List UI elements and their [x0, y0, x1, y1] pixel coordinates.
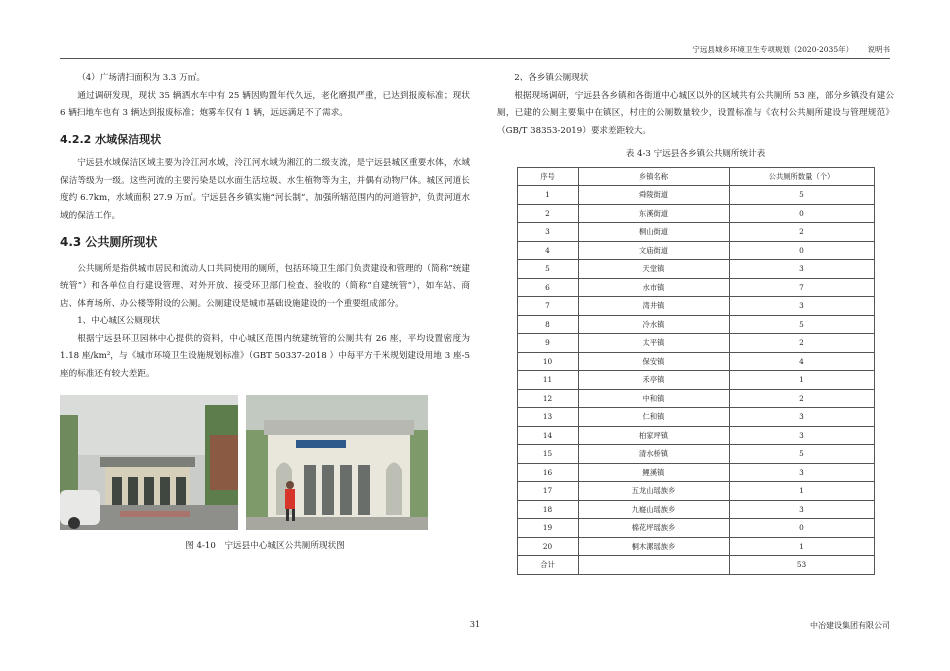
row-index: 1 — [517, 186, 578, 205]
row-index: 8 — [517, 315, 578, 334]
toilet-count: 5 — [729, 315, 874, 334]
row-index: 16 — [517, 463, 578, 482]
toilet-count: 3 — [729, 260, 874, 279]
town-name: 东溪街道 — [578, 204, 729, 223]
toilet-count: 4 — [729, 352, 874, 371]
column-header: 公共厕所数量（个） — [729, 167, 874, 186]
paragraph: 根据现场调研，宁远县各乡镇和各街道中心城区以外的区域共有公共厕所 53 座，部分乡镇没有建公厕，已建的公厕主要集中在镇区，村庄的公厕数量较少，设置标准与《农村公共厕所建设与管理规范》（GB/T 38353-2019）要求差距较大。 — [497, 90, 894, 136]
column-header: 乡镇名称 — [578, 167, 729, 186]
page-header — [60, 44, 890, 59]
table-caption: 表 4-3 宁远县各乡镇公共厕所统计表 — [625, 149, 766, 159]
table-row — [517, 371, 874, 390]
town-name: 仁和镇 — [578, 408, 729, 427]
table-row — [517, 186, 874, 205]
section-heading: 4.3 公共厕所现状 — [60, 235, 158, 249]
town-name: 水市镇 — [578, 278, 729, 297]
row-index: 20 — [517, 537, 578, 556]
subheading: 2、各乡镇公厕现状 — [514, 73, 589, 83]
doc-section: 说明书 — [867, 45, 890, 54]
paragraph: 通过调研发现，现状 35 辆洒水车中有 25 辆因购置年代久远，老化磨损严重，已达到报废标准；现状 6 辆扫地车也有 3 辆达到报废标准；炮雾车仅有 1 辆，远远满足不了需求。 — [60, 90, 470, 118]
row-index: 18 — [517, 500, 578, 519]
toilet-count: 5 — [729, 445, 874, 464]
table-row — [517, 352, 874, 371]
table-total-row — [517, 556, 874, 575]
town-name: 禾亭镇 — [578, 371, 729, 390]
toilet-count: 0 — [729, 241, 874, 260]
table-row — [517, 537, 874, 556]
row-index: 12 — [517, 389, 578, 408]
table-row — [517, 278, 874, 297]
table-row — [517, 204, 874, 223]
table-row — [517, 445, 874, 464]
row-index: 2 — [517, 204, 578, 223]
toilet-count: 1 — [729, 371, 874, 390]
right-column — [497, 70, 894, 575]
row-index: 14 — [517, 426, 578, 445]
row-index: 9 — [517, 334, 578, 353]
table-header-row — [517, 167, 874, 186]
toilet-count: 0 — [729, 519, 874, 538]
row-index: 7 — [517, 297, 578, 316]
toilet-count: 3 — [729, 408, 874, 427]
row-index: 17 — [517, 482, 578, 501]
row-index: 11 — [517, 371, 578, 390]
paragraph: （4）广场清扫面积为 3.3 万㎡。 — [77, 73, 205, 83]
town-name: 九嶷山瑶族乡 — [578, 500, 729, 519]
table-body — [517, 186, 874, 556]
page-number: 31 — [469, 620, 481, 629]
paragraph: 根据宁远县环卫园林中心提供的资料，中心城区范围内统建统管的公厕共有 26 座，平均设置密度为 1.18 座/km²，与《城市环境卫生设施规划标准》（GBT 50337-2018 ）中每平方千米规划建设用地 3 座-5 座的标准还有较大差距。 — [60, 333, 470, 379]
row-index: 15 — [517, 445, 578, 464]
table-row — [517, 297, 874, 316]
row-index: 19 — [517, 519, 578, 538]
row-index: 10 — [517, 352, 578, 371]
table-row — [517, 463, 874, 482]
town-name: 清水桥镇 — [578, 445, 729, 464]
toilet-count: 0 — [729, 204, 874, 223]
town-name: 冷水镇 — [578, 315, 729, 334]
toilet-stats-table — [517, 167, 875, 575]
row-index: 13 — [517, 408, 578, 427]
subheading: 1、中心城区公厕现状 — [77, 316, 160, 326]
town-name: 棉花坪瑶族乡 — [578, 519, 729, 538]
section-heading: 4.2.2 水域保洁现状 — [60, 132, 162, 146]
town-name: 五龙山瑶族乡 — [578, 482, 729, 501]
toilet-count: 1 — [729, 482, 874, 501]
town-name: 桐木漯瑶族乡 — [578, 537, 729, 556]
toilet-count: 5 — [729, 186, 874, 205]
toilet-count: 3 — [729, 463, 874, 482]
column-header: 序号 — [517, 167, 578, 186]
toilet-count: 2 — [729, 223, 874, 242]
company-name: 中冶建设集团有限公司 — [810, 621, 890, 630]
row-index: 4 — [517, 241, 578, 260]
toilet-count: 1 — [729, 537, 874, 556]
table-row — [517, 519, 874, 538]
town-name: 天堂镇 — [578, 260, 729, 279]
toilet-count: 7 — [729, 278, 874, 297]
table-row — [517, 482, 874, 501]
toilet-count: 2 — [729, 334, 874, 353]
town-name: 桐山街道 — [578, 223, 729, 242]
doc-title: 宁远县城乡环境卫生专项规划（2020-2035年） — [692, 45, 854, 54]
row-index: 6 — [517, 278, 578, 297]
table-row — [517, 500, 874, 519]
toilet-count: 3 — [729, 297, 874, 316]
town-name: 舜陵街道 — [578, 186, 729, 205]
total-empty — [578, 556, 729, 575]
town-name: 湾井镇 — [578, 297, 729, 316]
town-name: 太平镇 — [578, 334, 729, 353]
toilet-photo-right — [246, 395, 428, 530]
table-row — [517, 426, 874, 445]
table-row — [517, 260, 874, 279]
toilet-photo-left — [60, 395, 238, 530]
toilet-count: 3 — [729, 500, 874, 519]
town-name: 中和镇 — [578, 389, 729, 408]
row-index: 5 — [517, 260, 578, 279]
table-row — [517, 408, 874, 427]
total-value: 53 — [729, 556, 874, 575]
total-label: 合计 — [517, 556, 578, 575]
town-name: 文庙街道 — [578, 241, 729, 260]
paragraph: 宁远县水域保洁区域主要为泠江河水域，泠江河水域为湘江的二级支流，是宁远县城区重要水体，水域保洁等级为一级。这些河流的主要污染是以水面生活垃圾、水生植物等为主，并偶有动物尸体。城区河道长度约 6.7km，水域面积 27.9 万㎡。宁远县各乡镇实施“河长制”，加强所辖范围内的河道管护，负责河道水域的保洁工作。 — [60, 158, 470, 221]
toilet-count: 2 — [729, 389, 874, 408]
town-name: 保安镇 — [578, 352, 729, 371]
table-row — [517, 223, 874, 242]
toilet-count: 3 — [729, 426, 874, 445]
table-row — [517, 389, 874, 408]
left-column — [60, 70, 470, 556]
row-index: 3 — [517, 223, 578, 242]
paragraph: 公共厕所是指供城市居民和流动人口共同使用的厕所，包括环境卫生部门负责建设和管理的（简称“统建统管”）和各单位自行建设管理、对外开放、接受环卫部门检查、验收的（简称“自建统管”），如车站、商店、体育场所、办公楼等附设的公厕。公厕建设是城市基础设施建设的一个重要组成部分。 — [60, 263, 470, 309]
town-name: 鲤溪镇 — [578, 463, 729, 482]
table-row — [517, 241, 874, 260]
figure-photos — [60, 395, 470, 530]
figure-caption: 图 4-10 宁远县中心城区公共厕所现状图 — [185, 541, 345, 551]
table-row — [517, 315, 874, 334]
town-name: 柏家坪镇 — [578, 426, 729, 445]
table-row — [517, 334, 874, 353]
